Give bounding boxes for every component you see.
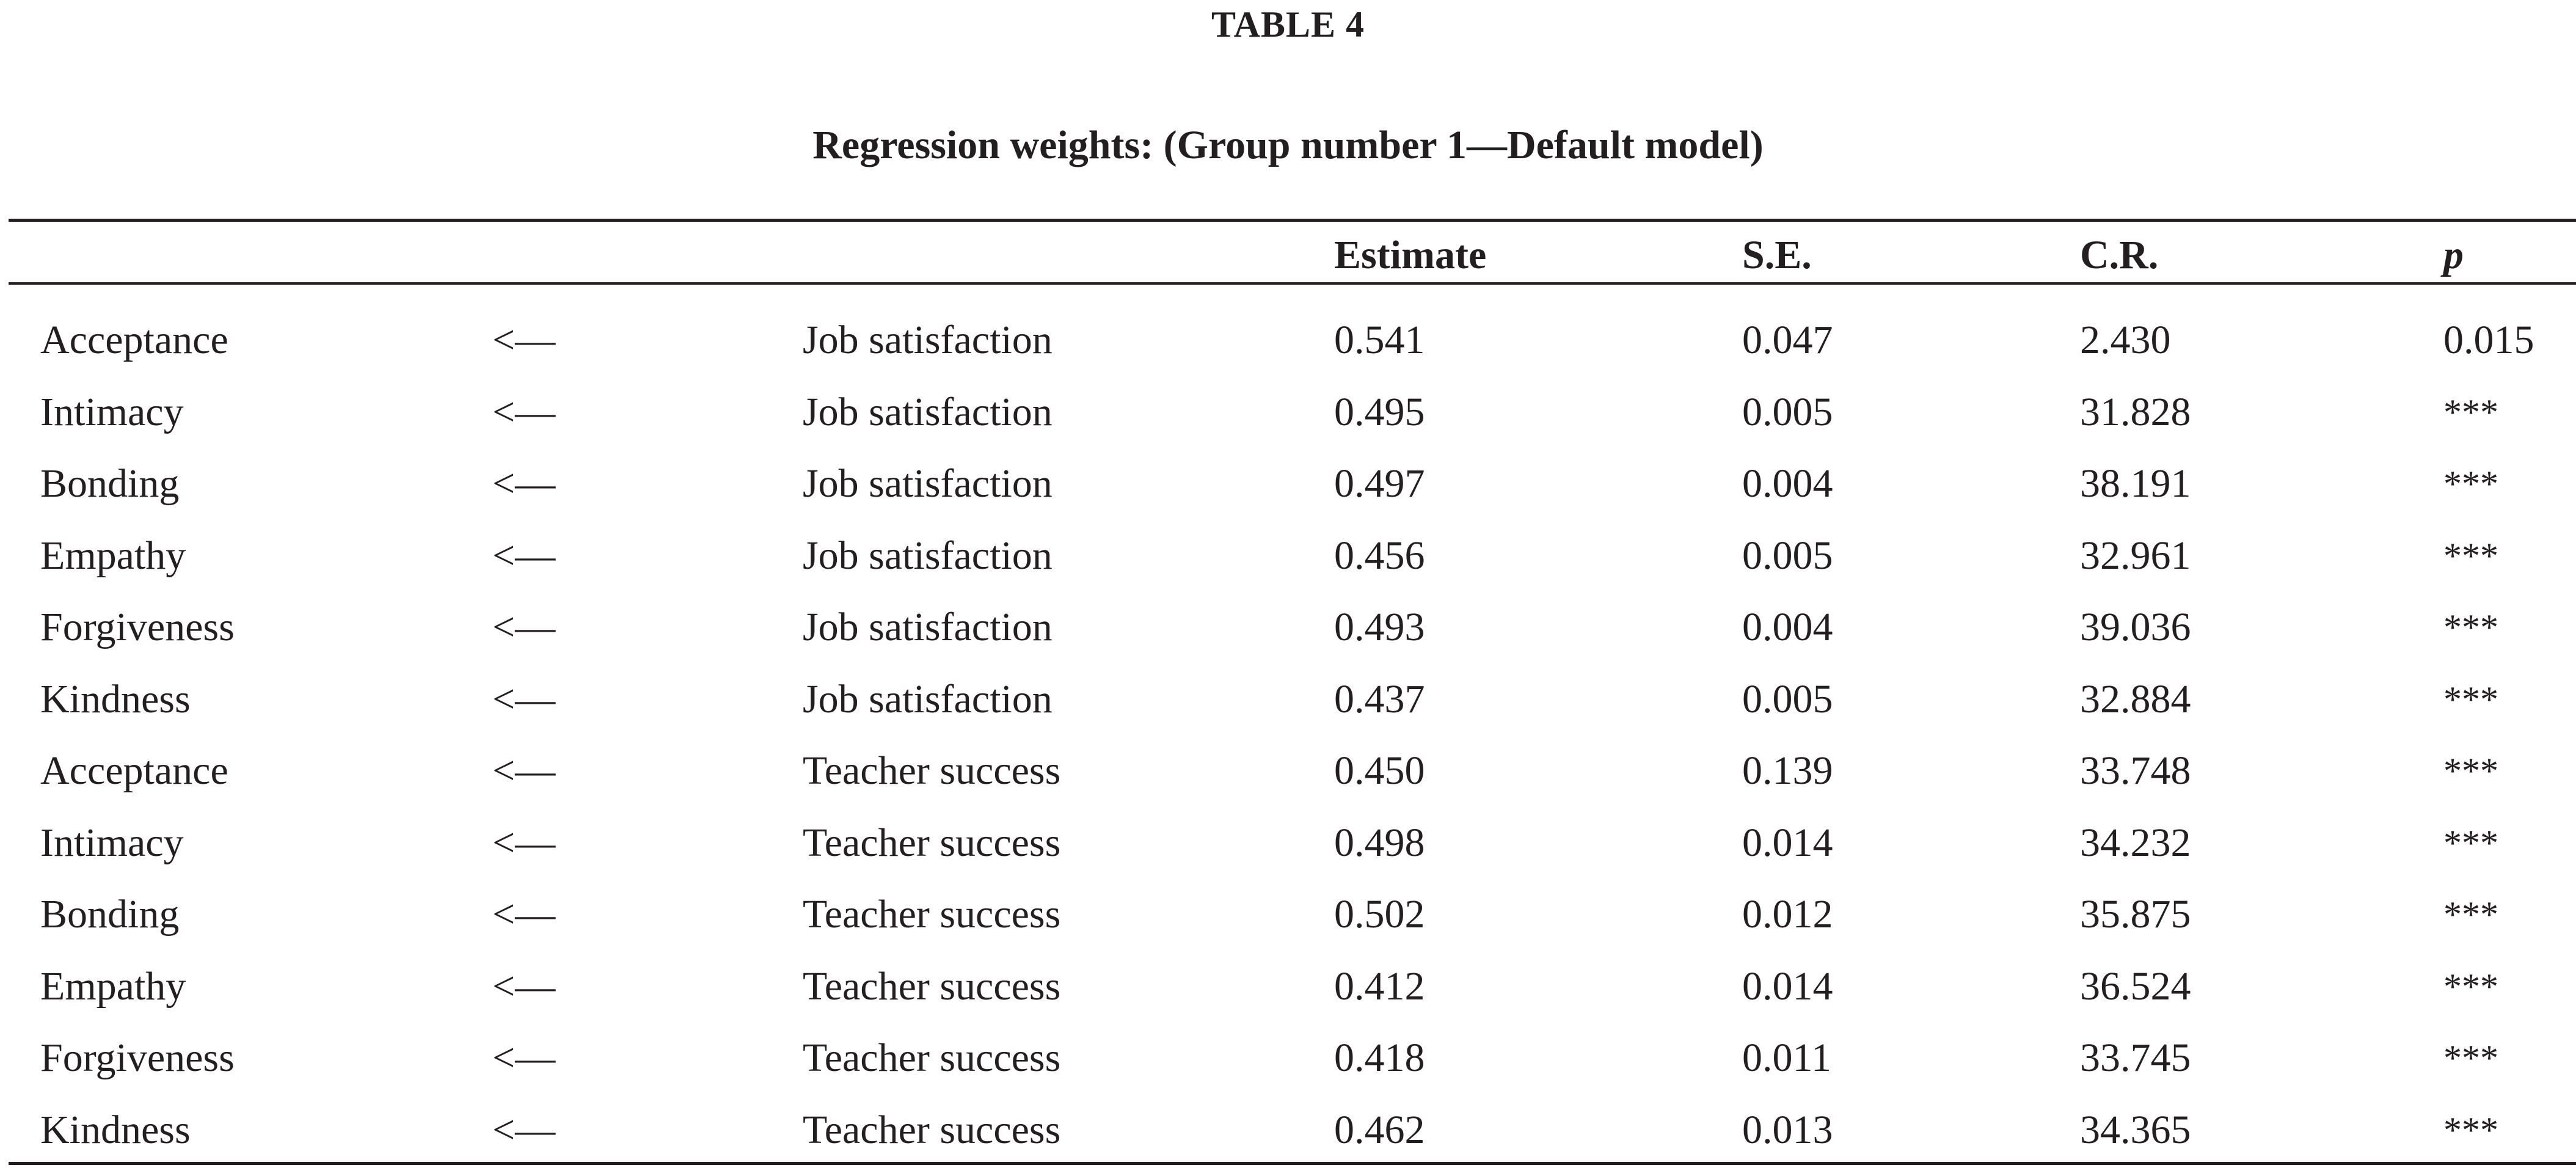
cell-dependent: Intimacy [40,387,184,438]
cell-cr: 38.191 [2080,458,2191,509]
cell-p: *** [2443,753,2498,789]
cell-se: 0.011 [1742,1032,1831,1084]
cell-cr: 31.828 [2080,387,2191,438]
cell-p: *** [2443,896,2498,933]
table-row [0,315,2576,387]
cell-estimate: 0.412 [1334,961,1425,1012]
header-cr: C.R. [2080,230,2158,281]
cell-se: 0.004 [1742,602,1833,653]
table-row [0,1032,2576,1105]
cell-p: *** [2443,968,2498,1005]
cell-independent: Teacher success [803,745,1060,797]
cell-se: 0.139 [1742,745,1833,797]
cell-arrow: <— [492,674,555,725]
cell-dependent: Acceptance [40,315,228,366]
cell-independent: Teacher success [803,889,1060,940]
cell-cr: 35.875 [2080,889,2191,940]
table-row [0,602,2576,674]
cell-arrow: <— [492,889,555,940]
cell-se: 0.012 [1742,889,1833,940]
cell-estimate: 0.541 [1334,315,1425,366]
cell-dependent: Kindness [40,674,191,725]
cell-independent: Job satisfaction [803,602,1053,653]
cell-dependent: Kindness [40,1105,191,1156]
cell-cr: 34.232 [2080,817,2191,869]
cell-estimate: 0.418 [1334,1032,1425,1084]
table-row [0,745,2576,817]
cell-se: 0.004 [1742,458,1833,509]
cell-dependent: Acceptance [40,745,228,797]
cell-independent: Job satisfaction [803,674,1053,725]
cell-independent: Teacher success [803,817,1060,869]
cell-estimate: 0.502 [1334,889,1425,940]
cell-p: *** [2443,825,2498,861]
cell-arrow: <— [492,961,555,1012]
table-label: TABLE 4 [0,0,2576,49]
cell-p: *** [2443,538,2498,574]
cell-independent: Job satisfaction [803,315,1053,366]
cell-estimate: 0.456 [1334,530,1425,582]
cell-cr: 39.036 [2080,602,2191,653]
cell-estimate: 0.437 [1334,674,1425,725]
cell-cr: 36.524 [2080,961,2191,1012]
cell-independent: Teacher success [803,1105,1060,1156]
cell-arrow: <— [492,602,555,653]
table-caption: Regression weights: (Group number 1—Default model) [0,120,2576,171]
header-p: p [2443,230,2464,281]
cell-dependent: Bonding [40,889,179,940]
cell-p: *** [2443,681,2498,718]
cell-independent: Job satisfaction [803,458,1053,509]
table-row [0,530,2576,602]
cell-p: *** [2443,1040,2498,1076]
table-row [0,458,2576,530]
cell-se: 0.013 [1742,1105,1833,1156]
cell-dependent: Forgiveness [40,602,235,653]
cell-se: 0.005 [1742,387,1833,438]
cell-arrow: <— [492,745,555,797]
cell-cr: 33.748 [2080,745,2191,797]
cell-dependent: Empathy [40,961,186,1012]
table-bottom-rule [9,1162,2576,1165]
cell-estimate: 0.495 [1334,387,1425,438]
cell-cr: 33.745 [2080,1032,2191,1084]
header-se: S.E. [1742,230,1812,281]
cell-dependent: Bonding [40,458,179,509]
cell-cr: 32.961 [2080,530,2191,582]
cell-p: *** [2443,609,2498,646]
cell-independent: Job satisfaction [803,530,1053,582]
cell-se: 0.005 [1742,530,1833,582]
table-row [0,387,2576,459]
table-row [0,817,2576,889]
table-header-row [0,230,2576,281]
cell-se: 0.005 [1742,674,1833,725]
table-row [0,674,2576,746]
cell-arrow: <— [492,1032,555,1084]
table-header-rule [9,282,2576,285]
cell-cr: 2.430 [2080,315,2171,366]
cell-estimate: 0.497 [1334,458,1425,509]
cell-p: *** [2443,1112,2498,1149]
table-top-rule [9,219,2576,222]
table-body [0,315,2576,1176]
table-row [0,1105,2576,1176]
cell-se: 0.014 [1742,817,1833,869]
cell-dependent: Intimacy [40,817,184,869]
cell-p: 0.015 [2443,315,2534,366]
cell-dependent: Forgiveness [40,1032,235,1084]
cell-arrow: <— [492,458,555,509]
cell-arrow: <— [492,315,555,366]
cell-estimate: 0.498 [1334,817,1425,869]
cell-dependent: Empathy [40,530,186,582]
cell-independent: Teacher success [803,1032,1060,1084]
cell-arrow: <— [492,817,555,869]
cell-p: *** [2443,466,2498,502]
cell-cr: 32.884 [2080,674,2191,725]
cell-estimate: 0.462 [1334,1105,1425,1156]
table-row [0,961,2576,1033]
cell-se: 0.014 [1742,961,1833,1012]
cell-independent: Job satisfaction [803,387,1053,438]
header-estimate: Estimate [1334,230,1486,281]
cell-estimate: 0.493 [1334,602,1425,653]
cell-arrow: <— [492,530,555,582]
cell-arrow: <— [492,1105,555,1156]
cell-se: 0.047 [1742,315,1833,366]
cell-cr: 34.365 [2080,1105,2191,1156]
cell-arrow: <— [492,387,555,438]
cell-p: *** [2443,394,2498,431]
cell-independent: Teacher success [803,961,1060,1012]
table-row [0,889,2576,961]
cell-estimate: 0.450 [1334,745,1425,797]
